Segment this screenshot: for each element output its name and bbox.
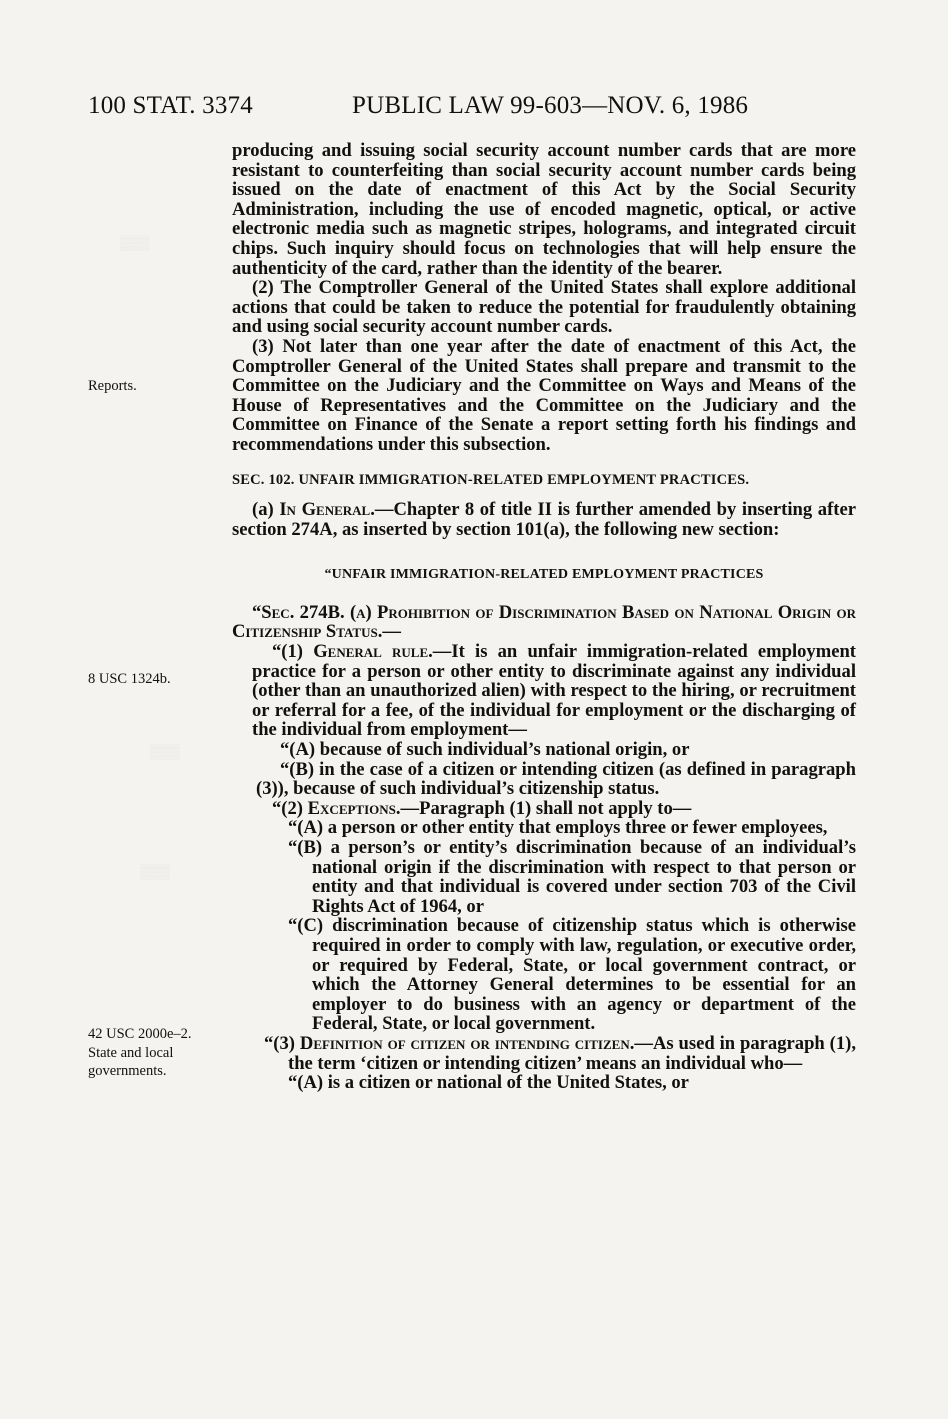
section-274b-caption: Prohibition of Discrimination Based on National Origin or Citizenship Status [232,601,856,643]
subsection-a-text: .—Chapter 8 of title II is further amended by inserting after section 274A, as inserted by section 101(a), the following new section: [232,499,856,540]
general-rule-caption: General rule [313,641,429,663]
subsection-a-label: (a) [252,499,280,521]
general-rule-b: “(B) in the case of a citizen or intending citizen (as defined in paragraph (3)), because of such individual’s citizenship status. [256,758,856,800]
margin-note-governments: governments. [88,1063,167,1079]
section-274b-heading [232,603,856,642]
paragraph-continuation: producing and issuing social security account number cards that are more resistant to counterfeiting than social security account number cards being issued on the date of enactment of this Act by the Social Security Administration, including the use of encoded magnetic, optical, or active electronic media such as magnetic stripes, holograms, and integrated circuit chips. Such inquiry should focus on technologies that will help ensure the authenticity of the card, rather than the identity of the bearer. [232,140,856,279]
stat-page-number: 100 STAT. 3374 [88,92,253,119]
definition-caption: Definition of citizen or intending citizen [299,1032,630,1054]
inserted-section-heading: “UNFAIR IMMIGRATION-RELATED EMPLOYMENT PRACTICES [324,567,764,583]
margin-note-state-local: State and local [88,1045,174,1061]
general-rule [232,642,856,740]
margin-note-usc-2000e: 42 USC 2000e–2. [88,1026,192,1042]
paragraph-3: (3) Not later than one year after the date of enactment of this Act, the Comptroller General of the United States shall prepare and transmit to the Committee on the Judiciary and the Committee on Ways and Means of the House of Representatives and the Committee on the Judiciary and the Committee on Finance of the Senate a report setting forth his findings and recommendations under this subsection. [232,335,856,455]
section-heading: SEC. 102. UNFAIR IMMIGRATION-RELATED EMPLOYMENT PRACTICES. [232,471,750,488]
definition-text: .—As used in paragraph (1), the term ‘citizen or intending citizen’ means an individual who— [288,1032,856,1074]
subsection-a-caption: In General [279,499,371,521]
margin-note-reports: Reports. [88,378,137,394]
general-rule-text: .—It is an unfair immigration-related employment practice for a person or other entity to discriminate against any individual (other than an unauthorized alien) with respect to the hiring, or recruitment or referral for a fee, of the individual for employment or the discharging of the individual from employment— [252,641,856,741]
exceptions-a: “(A) a person or other entity that employs three or fewer employees, [288,817,828,839]
paragraph-2: (2) The Comptroller General of the United States shall explore additional actions that could be taken to reduce the potential for fraudulently obtaining and using social security account number cards. [232,277,856,338]
exceptions-b: “(B) a person’s or entity’s discrimination because of an individual’s national origin if the discrimination with respect to that person or entity and that individual is covered under section 703 of the Civil Rights Act of 1964, or [288,837,856,917]
section-274b-label: “Sec. 274B. (a) [252,601,378,623]
margin-note-usc-1324b: 8 USC 1324b. [88,671,171,687]
exceptions [252,799,856,819]
definition-label: “(3) [264,1032,300,1054]
exceptions-label: “(2) [272,797,308,819]
bleed-through-mark: ▒▒▒ [150,745,180,760]
public-law-citation: PUBLIC LAW 99-603—NOV. 6, 1986 [352,92,749,119]
exceptions-caption: Exceptions [307,797,396,819]
body-text [232,141,856,1093]
subsection-a [232,500,856,539]
bleed-through-mark: ▒▒▒ [120,236,150,251]
exceptions-text: .—Paragraph (1) shall not apply to— [395,797,692,819]
general-rule-label: “(1) [272,641,314,663]
bleed-through-mark: ▒▒▒ [140,865,170,880]
exceptions-c: “(C) discrimination because of citizenship status which is otherwise required in order to comply with law, regulation, or executive order, or required by Federal, State, or local government contract, or which the Attorney General determines to be essential for an employer to do business with an agency or department of the Federal, State, or local government. [288,915,856,1035]
section-274b-tail: .— [377,621,401,643]
definition-a: “(A) is a citizen or national of the United States, or [288,1072,689,1094]
definition [232,1034,856,1073]
general-rule-a: “(A) because of such individual’s national origin, or [280,739,690,761]
